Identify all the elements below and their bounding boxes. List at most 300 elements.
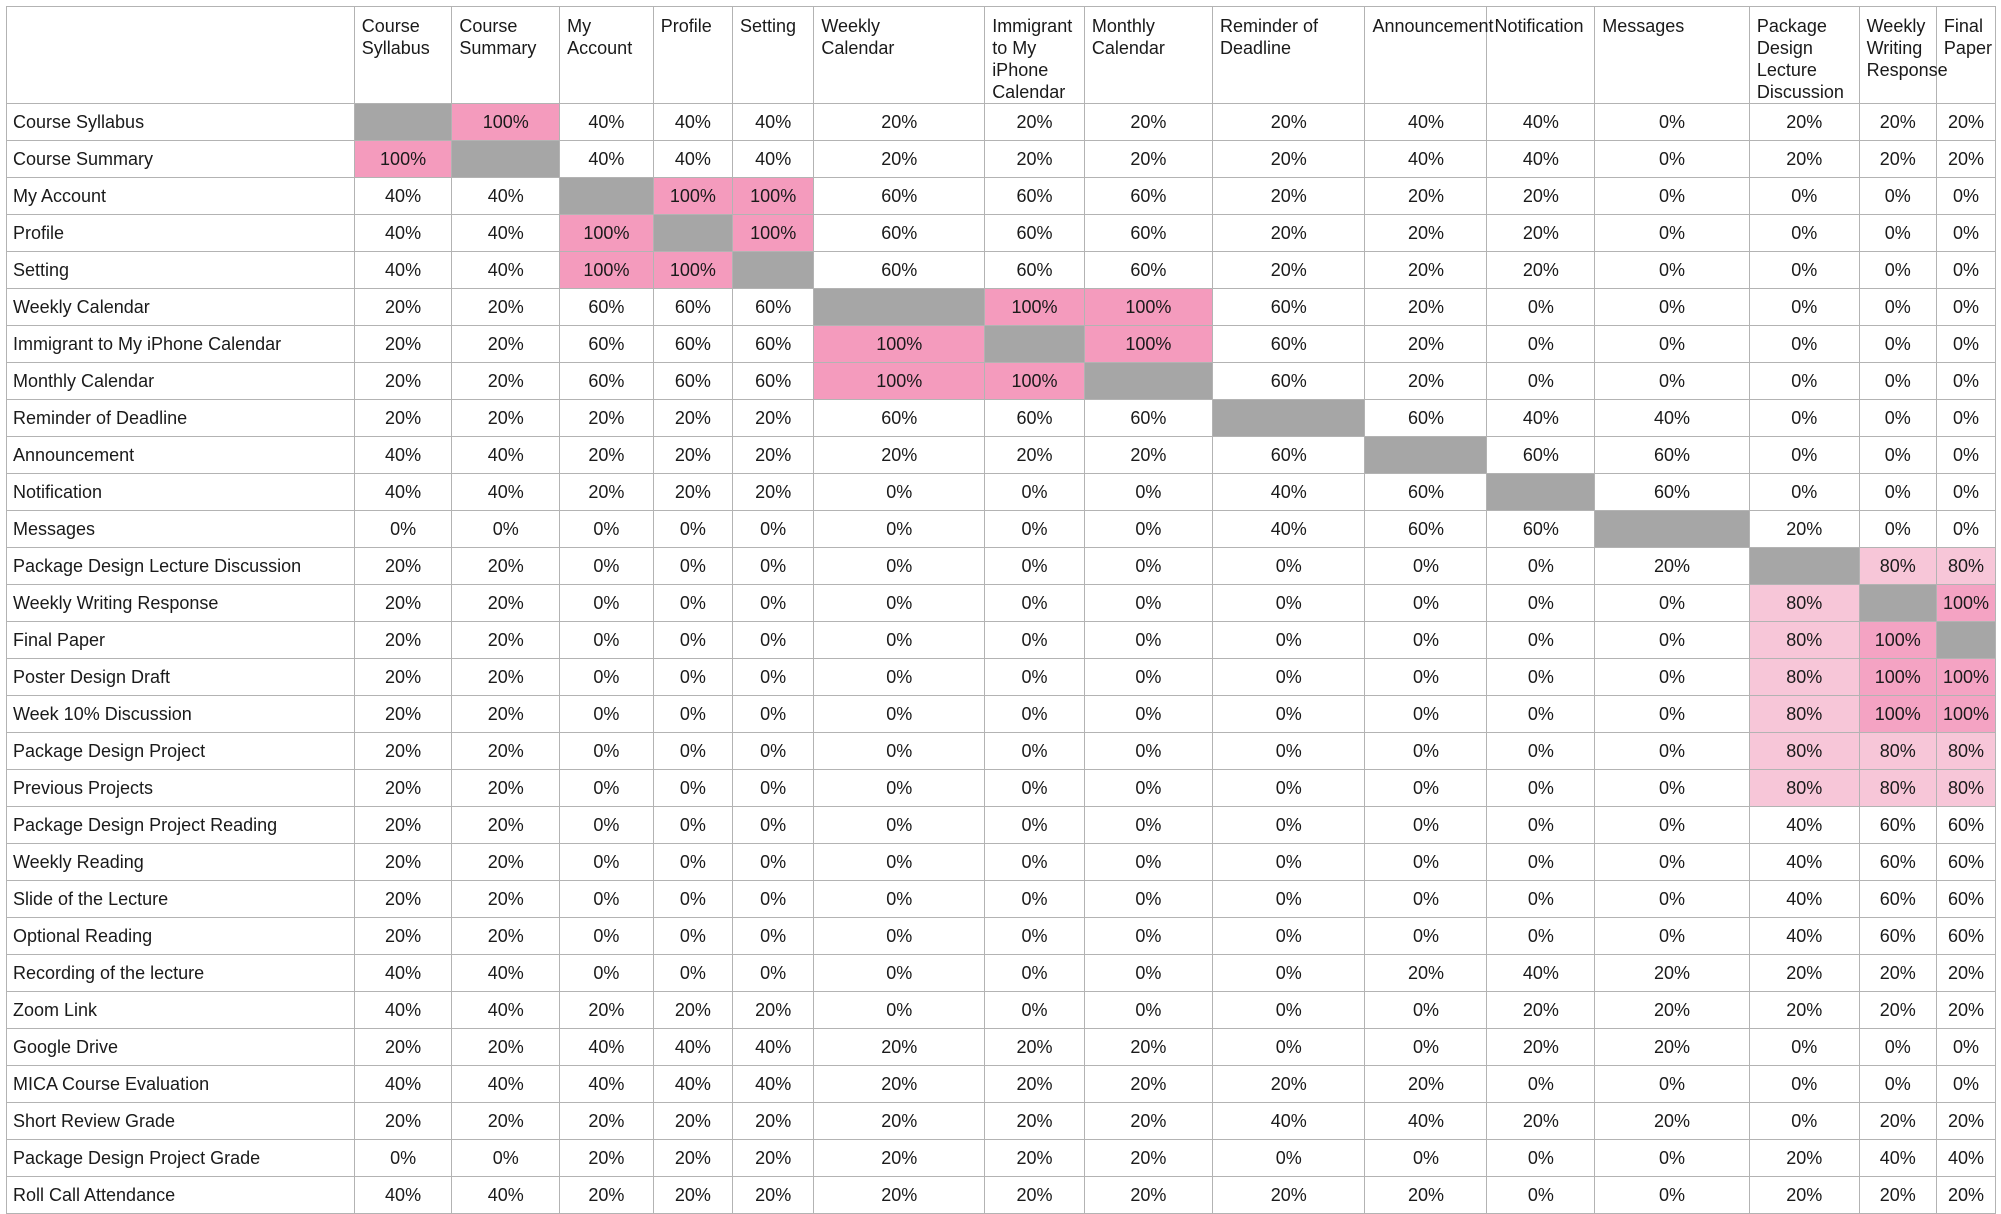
highlighted-cell: 80% (1859, 733, 1936, 770)
matrix-cell: 0% (814, 733, 985, 770)
row-label-optional-reading: Optional Reading (7, 918, 355, 955)
matrix-cell: 20% (733, 1177, 814, 1214)
matrix-cell: 60% (1084, 178, 1212, 215)
matrix-cell: 0% (814, 918, 985, 955)
table-row (7, 881, 1996, 918)
column-header-final-paper (1936, 7, 1995, 104)
matrix-cell: 20% (1212, 141, 1365, 178)
matrix-cell: 20% (1749, 1177, 1859, 1214)
matrix-cell: 20% (452, 881, 560, 918)
matrix-cell: 60% (1365, 474, 1487, 511)
matrix-cell: 20% (814, 104, 985, 141)
matrix-cell: 20% (1749, 141, 1859, 178)
column-header-my-account (560, 7, 654, 104)
matrix-cell: 20% (354, 844, 452, 881)
matrix-cell: 0% (653, 511, 732, 548)
matrix-cell: 20% (985, 1177, 1085, 1214)
matrix-cell: 0% (1084, 622, 1212, 659)
column-header-immigrant-to-my-iphone-calendar (985, 7, 1085, 104)
table-row (7, 1066, 1996, 1103)
matrix-cell: 60% (1859, 881, 1936, 918)
matrix-cell: 20% (814, 1103, 985, 1140)
matrix-cell: 0% (452, 1140, 560, 1177)
matrix-cell: 60% (733, 289, 814, 326)
matrix-cell: 0% (985, 770, 1085, 807)
column-header-line: Discussion (1756, 82, 1844, 102)
matrix-cell: 0% (1595, 141, 1750, 178)
row-label-profile: Profile (7, 215, 355, 252)
column-header-setting (733, 7, 814, 104)
self-match-cell (1084, 363, 1212, 400)
matrix-cell: 20% (1595, 955, 1750, 992)
matrix-cell: 0% (1595, 104, 1750, 141)
matrix-cell: 60% (1212, 326, 1365, 363)
matrix-cell: 0% (1212, 807, 1365, 844)
matrix-cell: 0% (1595, 770, 1750, 807)
matrix-cell: 20% (653, 1103, 732, 1140)
column-header-messages (1595, 7, 1750, 104)
matrix-cell: 0% (814, 696, 985, 733)
matrix-cell: 0% (1084, 844, 1212, 881)
matrix-cell: 0% (560, 918, 654, 955)
matrix-cell: 0% (560, 548, 654, 585)
column-header-line: Setting (740, 16, 797, 36)
matrix-cell: 0% (733, 881, 814, 918)
matrix-cell: 20% (653, 1140, 732, 1177)
matrix-cell: 0% (1749, 1066, 1859, 1103)
matrix-cell: 40% (452, 178, 560, 215)
matrix-cell: 0% (1487, 585, 1595, 622)
matrix-cell: 0% (1365, 733, 1487, 770)
matrix-cell: 60% (1212, 363, 1365, 400)
matrix-cell: 0% (560, 585, 654, 622)
matrix-cell: 20% (354, 326, 452, 363)
matrix-cell: 0% (814, 659, 985, 696)
row-label-short-review-grade: Short Review Grade (7, 1103, 355, 1140)
table-row (7, 585, 1996, 622)
highlighted-cell: 80% (1749, 696, 1859, 733)
matrix-cell: 20% (1859, 1103, 1936, 1140)
matrix-cell: 20% (653, 992, 732, 1029)
matrix-cell: 0% (1212, 770, 1365, 807)
matrix-cell: 60% (1859, 807, 1936, 844)
matrix-cell: 20% (1212, 104, 1365, 141)
matrix-cell: 60% (814, 400, 985, 437)
row-label-weekly-writing-response: Weekly Writing Response (7, 585, 355, 622)
matrix-cell: 0% (653, 955, 732, 992)
matrix-cell: 0% (1487, 1177, 1595, 1214)
matrix-cell: 20% (452, 1029, 560, 1066)
matrix-cell: 0% (1365, 1140, 1487, 1177)
matrix-cell: 20% (985, 437, 1085, 474)
matrix-cell: 40% (354, 1066, 452, 1103)
matrix-cell: 0% (1859, 511, 1936, 548)
matrix-cell: 20% (1595, 1103, 1750, 1140)
matrix-cell: 0% (1595, 881, 1750, 918)
matrix-cell: 0% (560, 622, 654, 659)
matrix-cell: 20% (452, 585, 560, 622)
matrix-cell: 0% (1595, 1177, 1750, 1214)
self-match-cell (985, 326, 1085, 363)
matrix-cell: 0% (1595, 585, 1750, 622)
matrix-cell: 20% (1749, 1140, 1859, 1177)
matrix-cell: 20% (1212, 215, 1365, 252)
matrix-cell: 0% (560, 696, 654, 733)
matrix-cell: 0% (1084, 992, 1212, 1029)
matrix-cell: 0% (1859, 326, 1936, 363)
matrix-cell: 20% (1936, 992, 1995, 1029)
matrix-cell: 40% (354, 992, 452, 1029)
matrix-cell: 20% (1487, 215, 1595, 252)
matrix-cell: 40% (452, 437, 560, 474)
matrix-cell: 0% (814, 770, 985, 807)
matrix-cell: 0% (560, 807, 654, 844)
highlighted-cell: 100% (733, 178, 814, 215)
matrix-cell: 20% (733, 437, 814, 474)
matrix-cell: 0% (985, 881, 1085, 918)
highlighted-cell: 100% (1859, 659, 1936, 696)
self-match-cell (814, 289, 985, 326)
matrix-cell: 0% (653, 659, 732, 696)
column-header-notification (1487, 7, 1595, 104)
matrix-cell: 0% (653, 918, 732, 955)
matrix-cell: 0% (653, 733, 732, 770)
matrix-cell: 40% (733, 104, 814, 141)
table-row (7, 141, 1996, 178)
matrix-cell: 0% (1084, 918, 1212, 955)
matrix-cell: 40% (354, 178, 452, 215)
matrix-cell: 20% (733, 1140, 814, 1177)
matrix-cell: 20% (1365, 215, 1487, 252)
matrix-cell: 0% (560, 733, 654, 770)
matrix-cell: 0% (814, 955, 985, 992)
matrix-cell: 0% (1084, 659, 1212, 696)
column-header-package-design-lecture-discussion (1749, 7, 1859, 104)
matrix-cell: 60% (1487, 511, 1595, 548)
matrix-cell: 0% (1749, 1029, 1859, 1066)
row-label-reminder-of-deadline: Reminder of Deadline (7, 400, 355, 437)
matrix-cell: 20% (354, 585, 452, 622)
matrix-cell: 0% (1936, 178, 1995, 215)
row-label-package-design-project-reading: Package Design Project Reading (7, 807, 355, 844)
matrix-cell: 20% (452, 770, 560, 807)
matrix-cell: 0% (1749, 215, 1859, 252)
table-row (7, 104, 1996, 141)
matrix-cell: 0% (985, 622, 1085, 659)
matrix-cell: 40% (1749, 918, 1859, 955)
matrix-cell: 60% (1212, 289, 1365, 326)
table-row (7, 659, 1996, 696)
matrix-cell: 40% (653, 104, 732, 141)
matrix-cell: 60% (653, 326, 732, 363)
matrix-cell: 20% (354, 1029, 452, 1066)
matrix-cell: 60% (814, 215, 985, 252)
row-label-week-10-discussion: Week 10% Discussion (7, 696, 355, 733)
row-label-setting: Setting (7, 252, 355, 289)
matrix-cell: 20% (1084, 1140, 1212, 1177)
table-row (7, 363, 1996, 400)
matrix-cell: 0% (653, 585, 732, 622)
matrix-cell: 20% (1859, 141, 1936, 178)
matrix-cell: 40% (452, 215, 560, 252)
self-match-cell (1749, 548, 1859, 585)
matrix-cell: 0% (733, 548, 814, 585)
matrix-cell: 20% (354, 770, 452, 807)
matrix-cell: 0% (1595, 696, 1750, 733)
matrix-cell: 0% (1084, 881, 1212, 918)
matrix-cell: 60% (1595, 474, 1750, 511)
matrix-cell: 40% (1487, 141, 1595, 178)
matrix-cell: 0% (1487, 733, 1595, 770)
matrix-cell: 40% (560, 104, 654, 141)
table-row (7, 548, 1996, 585)
matrix-cell: 0% (1084, 955, 1212, 992)
corner-cell (7, 7, 355, 104)
matrix-cell: 20% (1487, 252, 1595, 289)
matrix-cell: 0% (1595, 326, 1750, 363)
matrix-cell: 20% (560, 400, 654, 437)
row-label-previous-projects: Previous Projects (7, 770, 355, 807)
matrix-cell: 40% (653, 1029, 732, 1066)
matrix-cell: 0% (1859, 1029, 1936, 1066)
highlighted-cell: 80% (1859, 548, 1936, 585)
table-row (7, 770, 1996, 807)
column-header-announcement (1365, 7, 1494, 104)
column-header-line: Paper (1943, 38, 1992, 58)
matrix-cell: 20% (452, 696, 560, 733)
row-label-zoom-link: Zoom Link (7, 992, 355, 1029)
matrix-cell: 20% (814, 1140, 985, 1177)
highlighted-cell: 100% (814, 326, 985, 363)
matrix-cell: 20% (452, 844, 560, 881)
highlighted-cell: 100% (985, 363, 1085, 400)
highlighted-cell: 100% (1936, 696, 1995, 733)
matrix-cell: 0% (560, 770, 654, 807)
matrix-cell: 20% (985, 141, 1085, 178)
matrix-cell: 20% (1487, 178, 1595, 215)
matrix-cell: 20% (452, 659, 560, 696)
table-row (7, 289, 1996, 326)
matrix-cell: 40% (354, 215, 452, 252)
matrix-cell: 0% (1936, 252, 1995, 289)
column-header-line: Messages (1602, 16, 1685, 36)
matrix-cell: 0% (814, 511, 985, 548)
matrix-cell: 20% (733, 400, 814, 437)
column-header-profile (653, 7, 732, 104)
matrix-cell: 0% (1365, 585, 1487, 622)
column-header-line: Response (1866, 60, 1948, 80)
matrix-cell: 0% (985, 992, 1085, 1029)
row-label-recording-of-the-lecture: Recording of the lecture (7, 955, 355, 992)
matrix-cell: 0% (1487, 1066, 1595, 1103)
table-row (7, 807, 1996, 844)
matrix-cell: 20% (1212, 1177, 1365, 1214)
matrix-cell: 60% (1487, 437, 1595, 474)
row-label-final-paper: Final Paper (7, 622, 355, 659)
self-match-cell (1859, 585, 1936, 622)
matrix-cell: 20% (1487, 992, 1595, 1029)
matrix-cell: 0% (1936, 474, 1995, 511)
matrix-cell: 20% (1212, 178, 1365, 215)
matrix-cell: 0% (1212, 881, 1365, 918)
matrix-cell: 20% (985, 1140, 1085, 1177)
matrix-cell: 0% (1749, 363, 1859, 400)
matrix-cell: 20% (354, 881, 452, 918)
matrix-cell: 0% (653, 548, 732, 585)
highlighted-cell: 80% (1936, 770, 1995, 807)
matrix-cell: 20% (1936, 955, 1995, 992)
header-row (7, 7, 1996, 104)
matrix-cell: 0% (1749, 289, 1859, 326)
matrix-cell: 0% (985, 659, 1085, 696)
matrix-cell: 40% (1487, 955, 1595, 992)
matrix-cell: 40% (653, 141, 732, 178)
matrix-cell: 20% (814, 1177, 985, 1214)
matrix-cell: 0% (1212, 955, 1365, 992)
self-match-cell (733, 252, 814, 289)
column-header-line: iPhone Calendar (992, 60, 1066, 102)
matrix-cell: 0% (985, 585, 1085, 622)
matrix-cell: 0% (1365, 807, 1487, 844)
self-match-cell (452, 141, 560, 178)
matrix-cell: 0% (733, 807, 814, 844)
highlighted-cell: 100% (560, 215, 654, 252)
table-row (7, 622, 1996, 659)
matrix-cell: 60% (814, 178, 985, 215)
matrix-cell: 0% (814, 474, 985, 511)
table-row (7, 955, 1996, 992)
row-label-package-design-lecture-discussion: Package Design Lecture Discussion (7, 548, 355, 585)
matrix-cell: 0% (653, 770, 732, 807)
matrix-cell: 0% (1749, 1103, 1859, 1140)
matrix-cell: 0% (1859, 252, 1936, 289)
row-label-messages: Messages (7, 511, 355, 548)
table-row (7, 733, 1996, 770)
highlighted-cell: 100% (1859, 696, 1936, 733)
matrix-cell: 0% (1936, 511, 1995, 548)
matrix-cell: 0% (1749, 326, 1859, 363)
matrix-cell: 0% (733, 659, 814, 696)
matrix-cell: 60% (985, 400, 1085, 437)
matrix-cell: 0% (1487, 548, 1595, 585)
matrix-cell: 0% (733, 955, 814, 992)
matrix-cell: 20% (452, 1103, 560, 1140)
matrix-cell: 60% (560, 289, 654, 326)
matrix-cell: 0% (1595, 289, 1750, 326)
matrix-cell: 0% (1936, 1029, 1995, 1066)
matrix-cell: 60% (733, 363, 814, 400)
highlighted-cell: 80% (1749, 622, 1859, 659)
matrix-cell: 20% (354, 807, 452, 844)
matrix-cell: 20% (452, 918, 560, 955)
table-row (7, 511, 1996, 548)
matrix-cell: 60% (1084, 215, 1212, 252)
matrix-cell: 0% (1936, 437, 1995, 474)
matrix-cell: 0% (1212, 696, 1365, 733)
column-header-line: Immigrant to My (992, 16, 1073, 58)
matrix-cell: 60% (1936, 807, 1995, 844)
matrix-cell: 0% (560, 511, 654, 548)
matrix-cell: 0% (653, 881, 732, 918)
matrix-cell: 60% (560, 363, 654, 400)
matrix-cell: 60% (814, 252, 985, 289)
self-match-cell (560, 178, 654, 215)
row-label-google-drive: Google Drive (7, 1029, 355, 1066)
matrix-cell: 40% (354, 474, 452, 511)
self-match-cell (1212, 400, 1365, 437)
matrix-cell: 0% (1487, 289, 1595, 326)
self-match-cell (1595, 511, 1750, 548)
row-label-course-syllabus: Course Syllabus (7, 104, 355, 141)
column-header-line: Syllabus (361, 38, 430, 58)
matrix-cell: 0% (1365, 992, 1487, 1029)
matrix-cell: 0% (1365, 659, 1487, 696)
matrix-cell: 60% (733, 326, 814, 363)
matrix-cell: 0% (1595, 918, 1750, 955)
matrix-cell: 60% (1595, 437, 1750, 474)
matrix-cell: 20% (1936, 1177, 1995, 1214)
matrix-cell: 20% (452, 400, 560, 437)
matrix-cell: 40% (1212, 511, 1365, 548)
matrix-cell: 20% (1859, 955, 1936, 992)
table-row (7, 844, 1996, 881)
matrix-cell: 0% (1859, 363, 1936, 400)
matrix-cell: 0% (1595, 733, 1750, 770)
matrix-cell: 0% (1487, 363, 1595, 400)
matrix-cell: 0% (1749, 178, 1859, 215)
matrix-cell: 20% (1084, 141, 1212, 178)
matrix-cell: 20% (1859, 104, 1936, 141)
matrix-cell: 0% (1749, 252, 1859, 289)
matrix-cell: 20% (354, 622, 452, 659)
row-label-weekly-calendar: Weekly Calendar (7, 289, 355, 326)
matrix-cell: 60% (1859, 844, 1936, 881)
matrix-cell: 20% (1084, 1177, 1212, 1214)
matrix-cell: 0% (1365, 881, 1487, 918)
matrix-cell: 20% (354, 548, 452, 585)
matrix-cell: 60% (1365, 400, 1487, 437)
column-header-line: Final (1943, 16, 1983, 36)
matrix-cell: 0% (733, 511, 814, 548)
matrix-cell: 0% (733, 844, 814, 881)
matrix-cell: 60% (1936, 844, 1995, 881)
matrix-cell: 0% (1936, 215, 1995, 252)
matrix-cell: 20% (1487, 1103, 1595, 1140)
matrix-cell: 40% (733, 1029, 814, 1066)
table-row (7, 992, 1996, 1029)
table-row (7, 178, 1996, 215)
matrix-cell: 20% (560, 1177, 654, 1214)
matrix-cell: 20% (1487, 1029, 1595, 1066)
matrix-cell: 0% (985, 807, 1085, 844)
highlighted-cell: 100% (354, 141, 452, 178)
matrix-cell: 20% (1365, 955, 1487, 992)
matrix-cell: 0% (1859, 437, 1936, 474)
matrix-cell: 0% (1595, 178, 1750, 215)
matrix-cell: 20% (560, 1103, 654, 1140)
table-row (7, 474, 1996, 511)
matrix-cell: 20% (354, 289, 452, 326)
matrix-cell: 0% (354, 1140, 452, 1177)
matrix-cell: 40% (1487, 400, 1595, 437)
row-label-announcement: Announcement (7, 437, 355, 474)
matrix-cell: 20% (733, 1103, 814, 1140)
matrix-cell: 20% (1749, 992, 1859, 1029)
self-match-cell (653, 215, 732, 252)
matrix-cell: 20% (1365, 363, 1487, 400)
matrix-cell: 0% (985, 918, 1085, 955)
column-header-line: Monthly (1091, 16, 1155, 36)
